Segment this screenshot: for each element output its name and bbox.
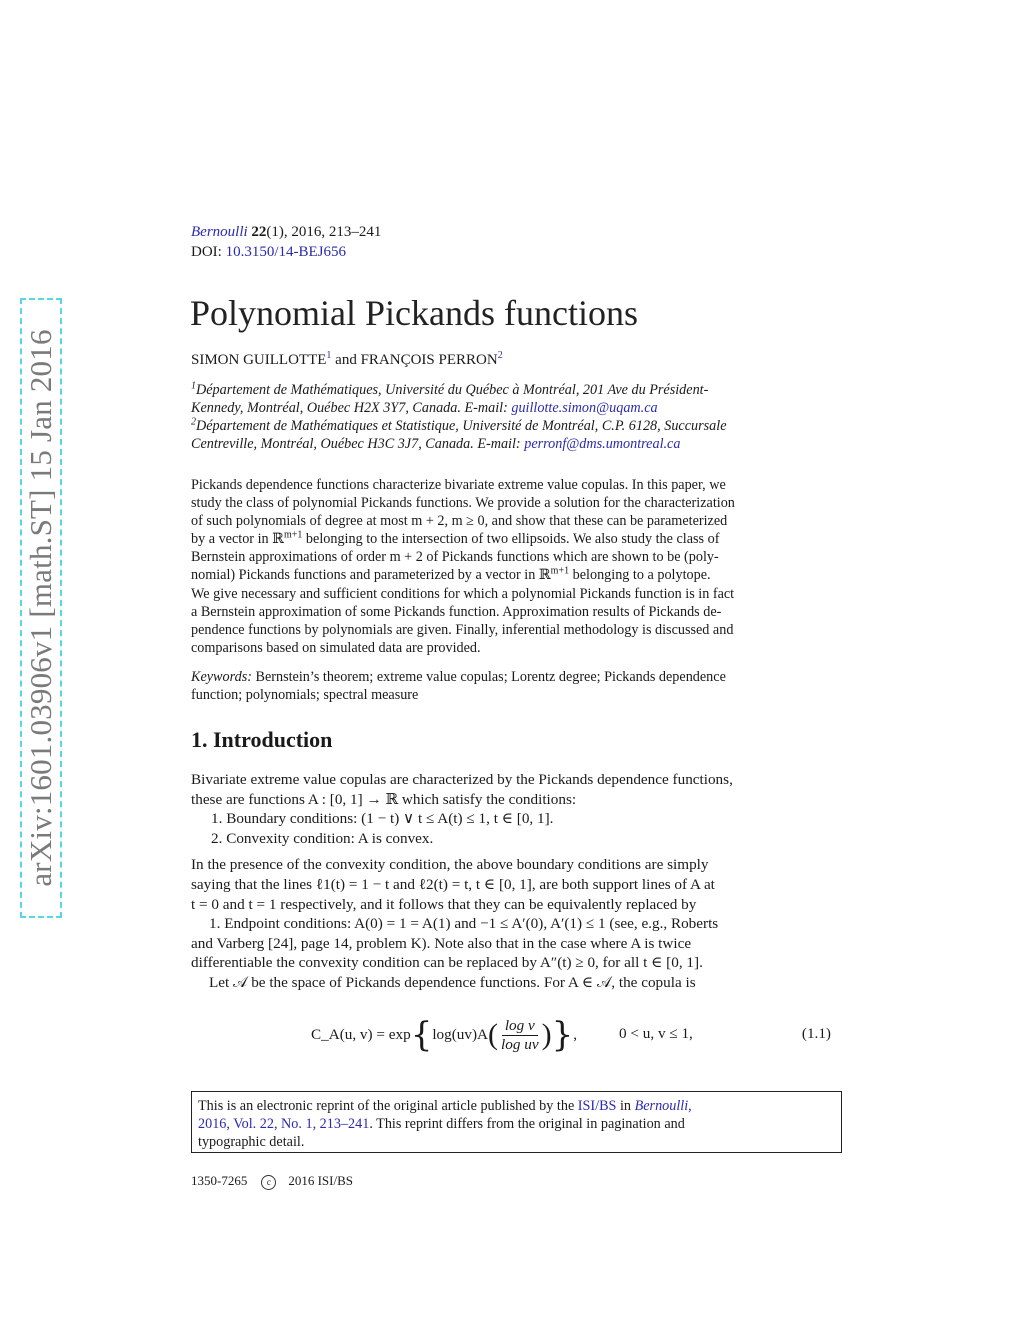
body-text: 2. Convexity condition: A is convex.	[211, 829, 434, 847]
reprint-line-2	[198, 1115, 835, 1133]
body-text: 1. Boundary conditions: (1 − t) ∨ t ≤ A(t) ≤ 1, t ∈ [0, 1].	[211, 810, 554, 828]
abstract-line	[191, 621, 831, 639]
fraction-numerator: log v	[502, 1017, 538, 1036]
affiliation-1-address: Kennedy, Montréal, Ouébec H2X 3Y7, Canada. E-mail:	[191, 400, 508, 416]
abstract-line	[191, 603, 831, 621]
reprint-journal-link[interactable]: Bernoulli,	[634, 1098, 692, 1114]
body-line	[191, 914, 831, 934]
abstract-line	[191, 494, 831, 512]
abstract-line	[191, 476, 831, 494]
journal-citation	[191, 222, 381, 242]
author-1-affil-ref[interactable]: 1	[326, 350, 332, 361]
body-text: differentiable the convexity condition can be replaced by A″(t) ≥ 0, for all t ∈ [0, 1].	[191, 954, 703, 972]
body-text: 1. Endpoint conditions: A(0) = 1 = A(1) and −1 ≤ A′(0), A′(1) ≤ 1 (see, e.g., Roberts	[209, 915, 719, 933]
body-line	[191, 953, 831, 973]
section-heading	[191, 727, 332, 753]
affiliation-2-text: Département de Mathématiques et Statistique, Université de Montréal, C.P. 6128, Succursale	[196, 418, 727, 434]
left-paren: (	[488, 1018, 499, 1051]
equation-middle: log(uv)A	[432, 1026, 489, 1043]
journal-volume: 22	[251, 224, 267, 240]
doi-line	[191, 242, 381, 262]
copyright-text: 2016 ISI/BS	[288, 1173, 353, 1188]
reprint-text-2: . This reprint differs from the original in pagination and	[369, 1116, 685, 1133]
abstract-text: pendence functions by polynomials are given. Finally, inferential methodology is discussed and	[191, 621, 734, 638]
abstract-text: We give necessary and sufficient conditions for which a polynomial Pickands function is in fact	[191, 585, 735, 602]
abstract-line	[191, 566, 831, 584]
abstract-line	[191, 585, 831, 603]
body-text: In the presence of the convexity condition, the above boundary conditions are simply	[191, 856, 709, 874]
equation-condition: 0 < u, v ≤ 1,	[619, 1025, 693, 1042]
section-title: Introduction	[213, 727, 333, 752]
author-2: FRANÇOIS PERRON	[360, 352, 498, 368]
keywords-label: Keywords:	[191, 669, 252, 685]
affiliation-1-number: 1	[191, 380, 196, 392]
doi-link[interactable]: 10.3150/14-BEJ656	[225, 244, 346, 260]
body-text: Let 𝒜 be the space of Pickands dependence functions. For A ∈ 𝒜, the copula is	[209, 973, 696, 991]
keywords	[191, 668, 831, 704]
equation-1-1	[191, 1012, 831, 1062]
abstract	[191, 476, 831, 657]
journal-issue-pages: (1), 2016, 213–241	[266, 224, 382, 240]
reprint-notice-box	[191, 1091, 842, 1153]
abstract-text: by a vector in ℝ$^{m+1}$ belonging to the intersection of two ellipsoids. We also study the class of	[191, 529, 720, 548]
abstract-line	[191, 639, 831, 657]
abstract-text: a Bernstein approximation of some Pickands function. Approximation results of Pickands de-	[191, 603, 722, 620]
reprint-text-1: This is an electronic reprint of the original article published by the	[198, 1098, 575, 1114]
affiliation-1-line-1	[191, 381, 831, 399]
author-1: SIMON GUILLOTTE	[191, 352, 327, 368]
publisher-link[interactable]: ISI/BS	[577, 1098, 617, 1114]
keywords-text-2: function; polynomials; spectral measure	[191, 687, 419, 704]
keywords-line-2	[191, 686, 831, 704]
abstract-line	[191, 548, 831, 566]
affiliation-1-email-link[interactable]: guillotte.simon@uqam.ca	[511, 400, 658, 416]
abstract-text: Pickands dependence functions characterize bivariate extreme value copulas. In this paper, we	[191, 477, 726, 493]
affiliation-2-email-link[interactable]: perronf@dms.umontreal.ca	[524, 436, 681, 452]
abstract-text: Bernstein approximations of order m + 2 of Pickands functions which are shown to be (poly-	[191, 549, 719, 566]
abstract-text: study the class of polynomial Pickands functions. We provide a solution for the characterization	[191, 495, 735, 512]
journal-header	[191, 222, 381, 262]
affiliation-2-line-2	[191, 435, 831, 453]
body-text: and Varberg [24], page 14, problem K). Note also that in the case where A is twice	[191, 934, 692, 952]
paper-title: Polynomial Pickands functions	[190, 293, 638, 333]
reprint-in: in	[619, 1098, 632, 1114]
body-text: t = 0 and t = 1 respectively, and it follows that they can be equivalently replaced by	[191, 895, 697, 913]
body-line	[191, 875, 831, 895]
copyright-icon: c	[261, 1175, 276, 1190]
section-number: 1.	[191, 727, 208, 752]
condition-item-1	[191, 809, 831, 829]
fraction-denominator: log uv	[501, 1035, 539, 1053]
doi-label: DOI:	[191, 244, 222, 260]
author-2-affil-ref[interactable]: 2	[497, 350, 503, 361]
body-line	[191, 770, 831, 790]
footer	[191, 1173, 353, 1190]
abstract-text: nomial) Pickands functions and parameterized by a vector in ℝ$^{m+1}$ belonging to a polytope.	[191, 565, 711, 584]
body-text: these are functions A : [0, 1] → ℝ which satisfy the conditions:	[191, 790, 577, 808]
body-line	[191, 790, 831, 810]
equation-number: (1.1)	[801, 1025, 831, 1042]
arxiv-id: arXiv:1601.03906v1 [math.ST] 15 Jan 2016	[23, 329, 58, 887]
abstract-line	[191, 530, 831, 548]
abstract-text: of such polynomials of degree at most m + 2, m ≥ 0, and show that these can be parameterized	[191, 513, 728, 530]
right-paren: )	[541, 1018, 552, 1051]
body-text: saying that the lines ℓ1(t) = 1 − t and ℓ2(t) = t, t ∈ [0, 1], are both support lines of A at	[191, 875, 715, 893]
affiliation-2-number: 2	[191, 416, 196, 428]
abstract-line	[191, 512, 831, 530]
keywords-text-1: Bernstein’s theorem; extreme value copulas; Lorentz degree; Pickands dependence	[255, 669, 726, 685]
equation-comma: ,	[573, 1026, 577, 1043]
affiliations	[191, 381, 831, 453]
body-line	[191, 895, 831, 915]
equation-fraction	[501, 1017, 539, 1054]
issn: 1350-7265	[191, 1173, 248, 1188]
body-text: Bivariate extreme value copulas are characterized by the Pickands dependence functions,	[191, 771, 733, 788]
journal-name-link[interactable]: Bernoulli	[191, 224, 248, 240]
abstract-text: comparisons based on simulated data are provided.	[191, 639, 481, 656]
authors	[191, 352, 503, 369]
citation-link[interactable]: 2016, Vol. 22, No. 1, 213–241	[198, 1116, 370, 1133]
reprint-line-3: typographic detail.	[198, 1134, 305, 1151]
author-connector: and	[335, 352, 357, 368]
affiliation-1-line-2	[191, 399, 831, 417]
equation-lhs: C_A(u, v) = exp	[311, 1026, 411, 1043]
affiliation-1-text: Département de Mathématiques, Université du Québec à Montréal, 201 Ave du Président-	[196, 382, 709, 398]
affiliation-2-address: Centreville, Montréal, Ouébec H3C 3J7, Canada. E-mail:	[191, 436, 521, 452]
body-line	[191, 855, 831, 875]
equation-expression	[311, 1015, 577, 1055]
left-brace: {	[410, 1015, 433, 1055]
right-brace: }	[551, 1015, 574, 1055]
introduction-body	[191, 770, 831, 993]
body-line	[191, 934, 831, 954]
arxiv-sidebar[interactable]	[20, 298, 62, 918]
body-line	[191, 973, 831, 993]
condition-item-2	[191, 829, 831, 849]
affiliation-2-line-1	[191, 417, 831, 435]
keywords-line-1	[191, 668, 831, 686]
reprint-line-1	[198, 1097, 835, 1115]
